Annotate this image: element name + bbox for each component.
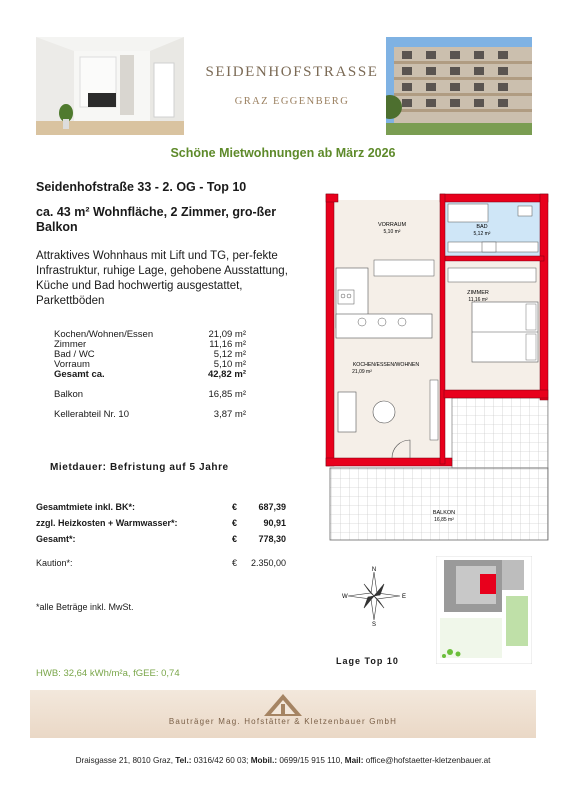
mobil-number[interactable]: 0699/15 915 110, xyxy=(279,756,343,765)
area-value: 16,85 m² xyxy=(208,389,246,400)
company-logo xyxy=(262,692,304,718)
dining-table xyxy=(336,314,432,338)
mail-link[interactable]: office@hofstaetter-kletzenbauer.at xyxy=(365,756,491,765)
room-kochen-label: KOCHEN/ESSEN/WOHNEN xyxy=(352,362,420,368)
area-label: Kellerabteil Nr. 10 xyxy=(54,409,129,420)
listing-description: Attraktives Wohnhaus mit Lift und TG, per-fekte Infrastruktur, ruhige Lage, gehobene Ausstattung, Küche und Bad hochwertig ausgestattet, Parkettböden xyxy=(36,250,288,307)
unit-marker xyxy=(480,574,496,594)
rent-currency: € xyxy=(232,534,238,544)
area-value: 5,12 m² xyxy=(213,349,246,360)
area-value: 3,87 m² xyxy=(213,409,246,420)
area-row-gesamt xyxy=(54,370,246,380)
rent-value: 2.350,00 xyxy=(250,558,286,568)
rent-row-total xyxy=(36,502,286,512)
brand-subtitle: GRAZ EGGENBERG xyxy=(234,96,350,107)
area-value: 21,09 m² xyxy=(208,329,246,340)
compass-s: S xyxy=(371,622,377,626)
mobil-label: Mobil.: xyxy=(250,756,278,765)
building-photo xyxy=(386,37,532,135)
rent-value: 687,39 xyxy=(258,502,286,512)
room-balkon-label: BALKON xyxy=(432,510,456,516)
room-zimmer-area: 11,16 m² xyxy=(468,297,488,303)
room-kochen-area: 21,09 m² xyxy=(352,369,372,375)
rent-label: Kaution*: xyxy=(36,558,73,568)
area-value: 42,82 m² xyxy=(207,369,246,380)
compass-rose xyxy=(340,566,408,626)
rental-duration: Mietdauer: Befristung auf 5 Jahre xyxy=(50,462,229,473)
area-row-balkon xyxy=(54,390,246,400)
rent-label: Gesamt*: xyxy=(36,534,76,544)
area-label: Bad / WC xyxy=(54,349,95,360)
area-value: 5,10 m² xyxy=(213,359,246,370)
room-bad-label: BAD xyxy=(476,224,488,230)
room-balkon-area: 16,85 m² xyxy=(434,517,454,523)
area-value: 11,16 m² xyxy=(209,339,246,350)
energy-rating: HWB: 32,64 kWh/m²a, fGEE: 0,74 xyxy=(36,668,180,679)
rent-row-gesamt xyxy=(36,534,286,544)
location-label: Lage Top 10 xyxy=(336,656,399,666)
rent-label: zzgl. Heizkosten + Warmwasser*: xyxy=(36,518,178,528)
price-note: *alle Beträge inkl. MwSt. xyxy=(36,602,134,612)
listing-headline: ca. 43 m² Wohnfläche, 2 Zimmer, gro-ßer Balkon xyxy=(36,205,277,234)
contact-line xyxy=(0,756,566,765)
room-zimmer-label: ZIMMER xyxy=(467,290,489,296)
area-row-keller xyxy=(54,410,246,420)
rent-row-deposit xyxy=(36,558,286,568)
compass-e: E xyxy=(402,594,407,600)
tel-label: Tel.: xyxy=(175,756,192,765)
rent-value: 90,91 xyxy=(263,518,286,528)
room-vorraum-label: VORRAUM xyxy=(377,222,407,228)
coffee-table xyxy=(373,401,395,423)
sofa xyxy=(338,392,356,432)
room-vorraum-area: 5,10 m² xyxy=(383,229,401,235)
area-label: Zimmer xyxy=(54,339,87,350)
bathtub xyxy=(448,204,488,222)
rent-currency: € xyxy=(232,558,238,568)
site-plan xyxy=(436,556,532,664)
rent-value: 778,30 xyxy=(258,534,286,544)
compass-n: N xyxy=(371,567,377,573)
rent-currency: € xyxy=(232,518,238,528)
balcony-area xyxy=(330,468,548,540)
area-label: Vorraum xyxy=(54,359,90,370)
rent-row-heating xyxy=(36,518,286,528)
area-label: Kochen/Wohnen/Essen xyxy=(54,329,154,340)
area-label: Gesamt ca. xyxy=(54,369,105,380)
contact-address: Draisgasse 21, 8010 Graz, xyxy=(75,756,173,765)
tagline: Schöne Mietwohnungen ab März 2026 xyxy=(170,146,396,160)
rent-label: Gesamtmiete inkl. BK*: xyxy=(36,502,136,512)
tel-number[interactable]: 0316/42 60 03; xyxy=(193,756,249,765)
interior-photo xyxy=(36,37,184,135)
area-label: Balkon xyxy=(54,389,84,400)
compass-w: W xyxy=(342,594,348,600)
company-name: Bauträger Mag. Hofstätter & Kletzenbauer GmbH xyxy=(168,717,398,726)
brand-title: SEIDENHOFSTRASSE xyxy=(205,64,379,80)
floor-plan xyxy=(322,190,558,544)
rent-currency: € xyxy=(232,502,238,512)
room-bad-area: 5,12 m² xyxy=(473,231,491,237)
mail-label: Mail: xyxy=(344,756,364,765)
listing-address: Seidenhofstraße 33 - 2. OG - Top 10 xyxy=(36,180,247,194)
